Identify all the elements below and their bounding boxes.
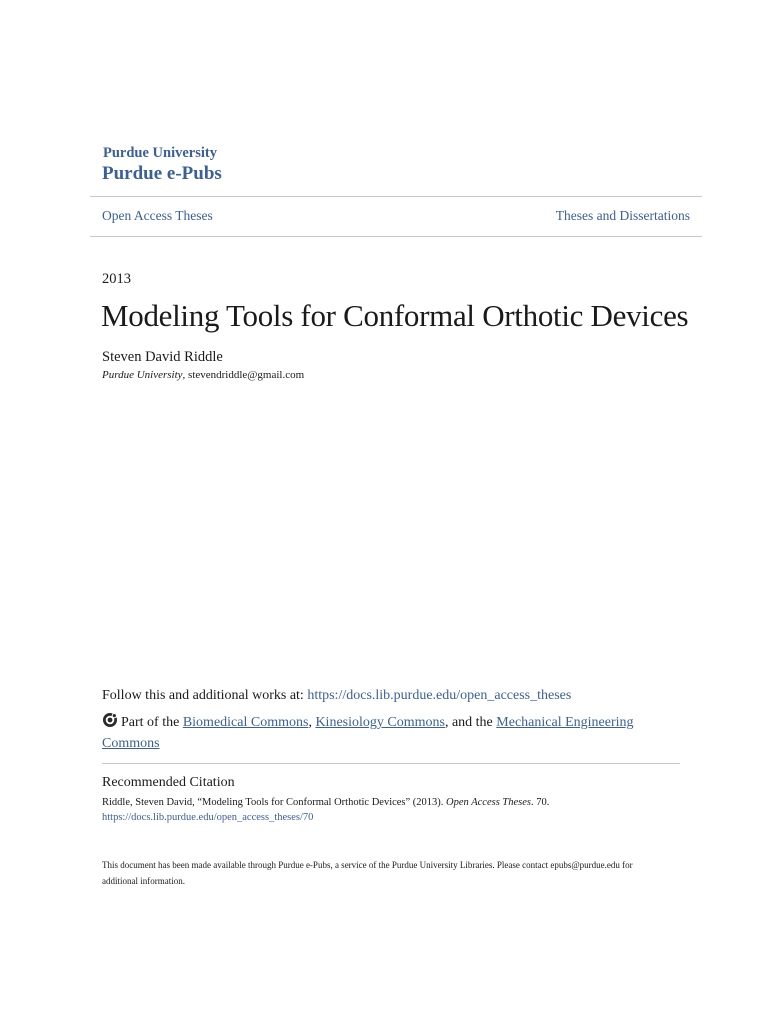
open-access-theses-link[interactable]: Open Access Theses bbox=[102, 208, 213, 223]
citation-text bbox=[102, 797, 549, 808]
author-name: Steven David Riddle bbox=[102, 349, 223, 365]
author-email: stevendriddle@gmail.com bbox=[188, 369, 305, 381]
follow-line bbox=[102, 688, 571, 704]
follow-url-link[interactable]: https://docs.lib.purdue.edu/open_access_theses bbox=[307, 688, 572, 703]
kinesiology-commons-link[interactable]: Kinesiology Commons bbox=[315, 715, 445, 730]
mechanical-engineering-commons-link[interactable]: Mechanical Engineering Commons bbox=[102, 715, 634, 751]
author-affiliation bbox=[102, 369, 304, 381]
document-title: Modeling Tools for Conformal Orthotic Devices bbox=[101, 298, 689, 333]
theses-dissertations-link[interactable]: Theses and Dissertations bbox=[555, 208, 690, 223]
header-divider-bottom bbox=[90, 236, 702, 237]
publication-year: 2013 bbox=[102, 271, 131, 287]
repository-name[interactable]: Purdue e-Pubs bbox=[102, 163, 222, 184]
header-divider-top bbox=[90, 196, 702, 197]
university-name[interactable]: Purdue University bbox=[103, 145, 217, 161]
citation-heading: Recommended Citation bbox=[102, 775, 235, 790]
citation-main: Riddle, Steven David, “Modeling Tools for Conformal Orthotic Devices” (2013). bbox=[102, 797, 447, 808]
availability-notice: This document has been made available through Purdue e-Pubs, a service of the Purdue University Libraries. Please contact epubs@purdue.edu for additional information. bbox=[102, 860, 633, 886]
citation-url-link[interactable]: https://docs.lib.purdue.edu/open_access_theses/70 bbox=[102, 812, 314, 823]
part-of-commons bbox=[102, 712, 662, 753]
affiliation-institution: Purdue University bbox=[102, 369, 183, 381]
biomedical-commons-link[interactable]: Biomedical Commons bbox=[182, 715, 309, 730]
citation-series: Open Access Theses bbox=[446, 797, 532, 808]
affiliation-separator: , bbox=[182, 369, 189, 381]
commons-separator-2: , and the bbox=[444, 715, 497, 730]
follow-label: Follow this and additional works at: bbox=[102, 688, 308, 703]
creative-commons-icon bbox=[102, 712, 118, 734]
citation-divider bbox=[102, 763, 680, 764]
part-of-label: Part of the bbox=[121, 715, 183, 730]
commons-separator-1: , bbox=[308, 715, 316, 730]
citation-number: . 70. bbox=[531, 797, 550, 808]
